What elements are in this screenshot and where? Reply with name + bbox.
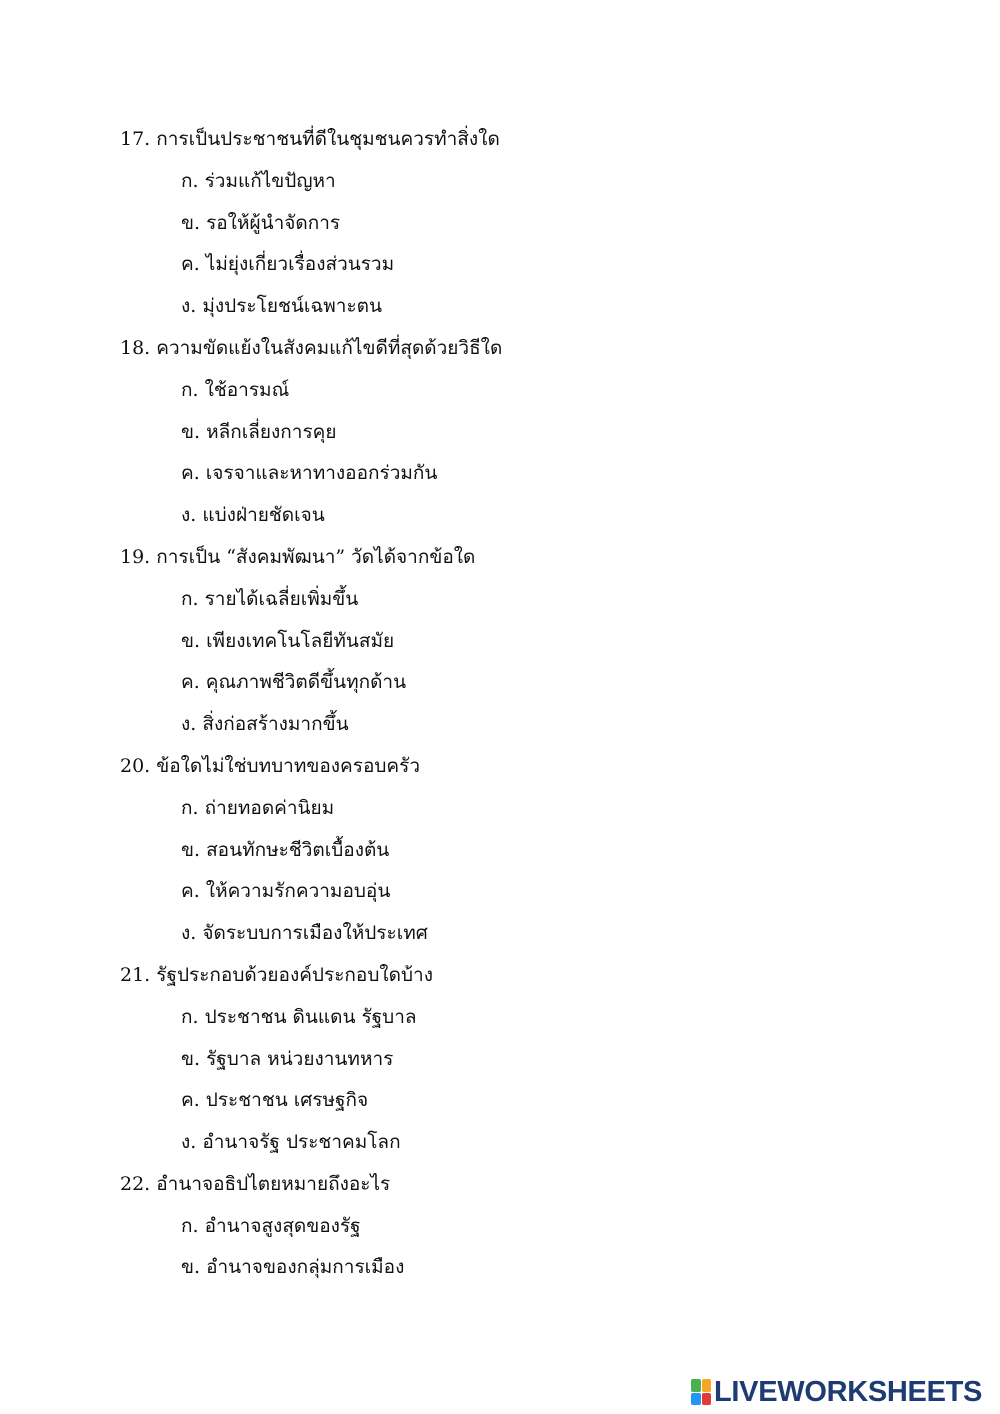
question-21: 21. รัฐประกอบด้วยองค์ประกอบใดบ้าง <box>120 964 433 986</box>
option-18-c[interactable]: ค. เจรจาและหาทางออกร่วมกัน <box>181 462 438 484</box>
liveworksheets-logo <box>691 1374 982 1410</box>
option-17-a[interactable]: ก. ร่วมแก้ไขปัญหา <box>181 170 336 192</box>
option-19-b[interactable]: ข. เพียงเทคโนโลยีทันสมัย <box>181 630 395 652</box>
question-19: 19. การเป็น “สังคมพัฒนา” วัดได้จากข้อใด <box>120 546 476 568</box>
option-20-a[interactable]: ก. ถ่ายทอดค่านิยม <box>181 797 335 819</box>
option-20-d[interactable]: ง. จัดระบบการเมืองให้ประเทศ <box>181 922 428 944</box>
question-17: 17. การเป็นประชาชนที่ดีในชุมชนควรทำสิ่งใด <box>120 128 500 150</box>
option-19-a[interactable]: ก. รายได้เฉลี่ยเพิ่มขึ้น <box>181 588 359 610</box>
option-21-c[interactable]: ค. ประชาชน เศรษฐกิจ <box>181 1089 369 1111</box>
option-20-b[interactable]: ข. สอนทักษะชีวิตเบื้องต้น <box>181 839 390 861</box>
option-19-c[interactable]: ค. คุณภาพชีวิตดีขึ้นทุกด้าน <box>181 671 407 693</box>
option-18-a[interactable]: ก. ใช้อารมณ์ <box>181 379 290 401</box>
option-21-b[interactable]: ข. รัฐบาล หน่วยงานทหาร <box>181 1048 394 1070</box>
liveworksheets-logo-icon <box>691 1379 711 1405</box>
question-18: 18. ความขัดแย้งในสังคมแก้ไขดีที่สุดด้วยวิธีใด <box>120 337 503 359</box>
option-22-a[interactable]: ก. อำนาจสูงสุดของรัฐ <box>181 1215 361 1237</box>
option-18-d[interactable]: ง. แบ่งฝ่ายชัดเจน <box>181 504 325 526</box>
option-17-b[interactable]: ข. รอให้ผู้นำจัดการ <box>181 212 341 234</box>
option-21-a[interactable]: ก. ประชาชน ดินแดน รัฐบาล <box>181 1006 417 1028</box>
option-20-c[interactable]: ค. ให้ความรักความอบอุ่น <box>181 880 391 902</box>
option-22-b[interactable]: ข. อำนาจของกลุ่มการเมือง <box>181 1256 405 1278</box>
option-17-d[interactable]: ง. มุ่งประโยชน์เฉพาะตน <box>181 295 383 317</box>
question-20: 20. ข้อใดไม่ใช่บทบาทของครอบครัว <box>120 755 421 777</box>
option-19-d[interactable]: ง. สิ่งก่อสร้างมากขึ้น <box>181 713 349 735</box>
question-22: 22. อำนาจอธิปไตยหมายถึงอะไร <box>120 1173 391 1195</box>
liveworksheets-logo-text: LIVEWORKSHEETS <box>714 1375 983 1408</box>
option-18-b[interactable]: ข. หลีกเลี่ยงการคุย <box>181 421 337 443</box>
option-21-d[interactable]: ง. อำนาจรัฐ ประชาคมโลก <box>181 1131 401 1153</box>
option-17-c[interactable]: ค. ไม่ยุ่งเกี่ยวเรื่องส่วนรวม <box>181 253 395 275</box>
